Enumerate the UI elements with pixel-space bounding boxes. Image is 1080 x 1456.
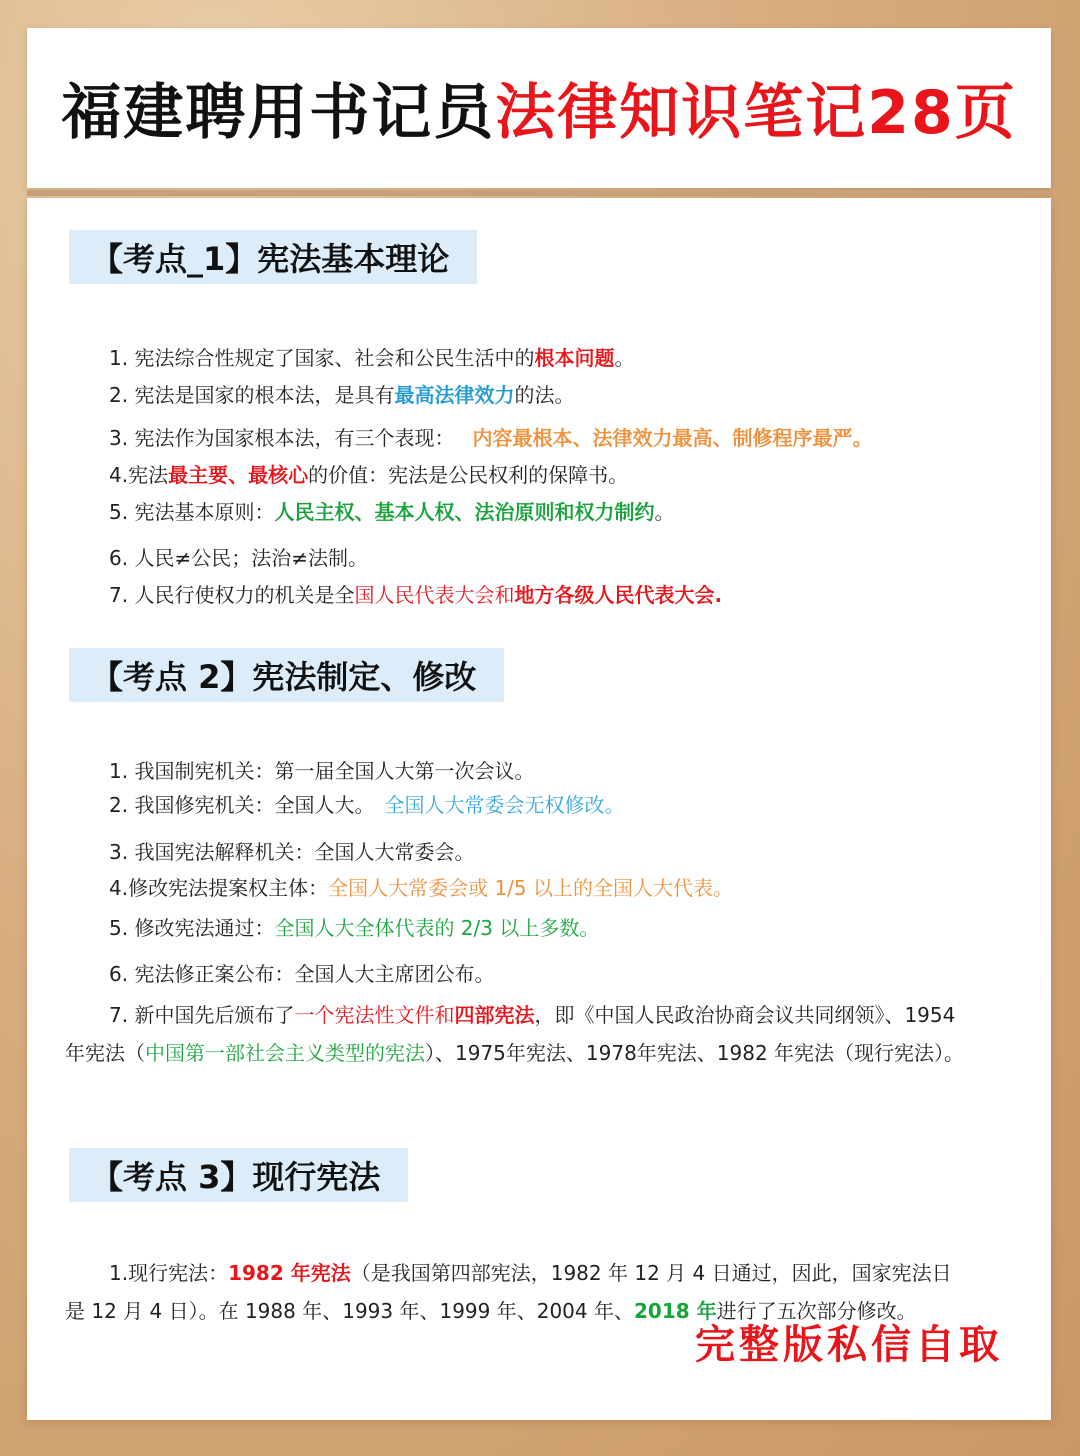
s1-item-5: 5. 宪法基本原则：人民主权、基本人权、法治原则和权力制约。 [109, 500, 675, 524]
s2-item-3: 3. 我国宪法解释机关：全国人大常委会。 [109, 840, 475, 864]
s2-item-4: 4.修改宪法提案权主体：全国人大常委会或 1/5 以上的全国人大代表。 [109, 876, 733, 900]
title-banner [27, 28, 1051, 188]
title-black-part: 福建聘用书记员 [61, 78, 496, 148]
section-heading-1: 【考点_1】宪法基本理论 [69, 230, 477, 284]
s1-item-1: 1. 宪法综合性规定了国家、社会和公民生活中的根本问题。 [109, 346, 635, 370]
s2-item-1: 1. 我国制宪机关：第一届全国人大第一次会议。 [109, 759, 535, 783]
promo-text: 完整版私信自取 [695, 1321, 1003, 1368]
s1-item-6: 6. 人民≠公民；法治≠法制。 [109, 546, 368, 570]
s2-item-7: 7. 新中国先后颁布了一个宪法性文件和四部宪法，即《中国人民政治协商会议共同纲领》、1954 年宪法（中国第一部社会主义类型的宪法）、1975年宪法、1978年宪法、1982 年宪法（现行宪法）。 [65, 1003, 965, 1065]
section-heading-3: 【考点 3】现行宪法 [69, 1148, 408, 1202]
s1-item-2: 2. 宪法是国家的根本法，是具有最高法律效力的法。 [109, 383, 575, 407]
s1-item-4: 4.宪法最主要、最核心的价值：宪法是公民权利的保障书。 [109, 463, 629, 487]
s1-item-7: 7. 人民行使权力的机关是全国人民代表大会和地方各级人民代表大会. [109, 583, 723, 607]
s1-item-3: 3. 宪法作为国家根本法，有三个表现： 内容最根本、法律效力最高、制修程序最严。 [109, 426, 873, 450]
section-heading-2: 【考点 2】宪法制定、修改 [69, 648, 504, 702]
s3-item-1: 1.现行宪法：1982 年宪法（是我国第四部宪法，1982 年 12 月 4 日通过，因此，国家宪法日是 12 月 4 日）。在 1988 年、1993 年、1999 年、2004 年、2018 年进行了五次部分修改。 [65, 1261, 952, 1323]
document-page [27, 198, 1051, 1420]
s2-item-6: 6. 宪法修正案公布：全国人大主席团公布。 [109, 962, 495, 986]
s2-item-2: 2. 我国修宪机关：全国人大。 全国人大常委会无权修改。 [109, 793, 625, 817]
divider [27, 190, 1051, 196]
title-red-part: 法律知识笔记28页 [495, 78, 1017, 148]
s2-item-5: 5. 修改宪法通过：全国人大全体代表的 2/3 以上多数。 [109, 916, 600, 940]
